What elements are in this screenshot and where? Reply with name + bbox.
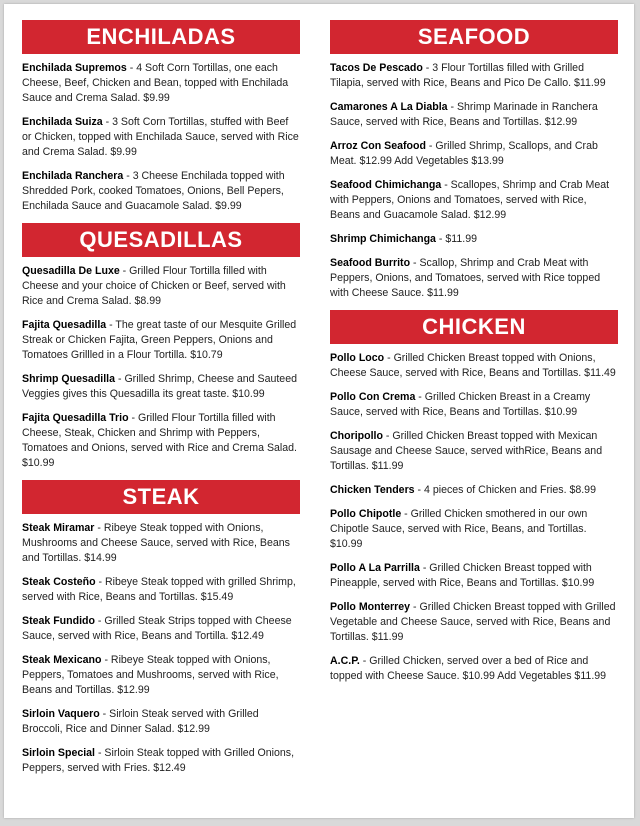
menu-item <box>330 654 618 684</box>
item-name: Chicken Tenders <box>330 484 415 496</box>
item-name: Pollo Loco <box>330 352 385 364</box>
item-description: - 3 Flour Tortillas filled with Grilled Tilapia, served with Rice, Beans and Pico De Callo. $11.99 <box>330 62 606 89</box>
item-name: Fajita Quesadilla <box>22 319 107 331</box>
item-name: Pollo A La Parrilla <box>330 562 420 574</box>
item-description: - Shrimp Marinade in Ranchera Sauce, served with Rice, Beans and Tortillas. $12.99 <box>330 101 598 128</box>
item-name: Shrimp Quesadilla <box>22 373 116 385</box>
item-description: - Grilled Chicken Breast topped with Pineapple, served with Rice, Beans and Tortillas. $10.99 <box>330 562 595 589</box>
menu-item <box>22 169 300 214</box>
item-name: Seafood Burrito <box>330 257 411 269</box>
menu-item <box>22 707 300 737</box>
item-description: - Grilled Chicken Breast topped with Mexican Sausage and Cheese Sauce, served withRice, Beans and Tortillas. $11.99 <box>330 430 603 472</box>
item-description: - Grilled Shrimp, Scallops, and Crab Meat. $12.99 Add Vegetables $13.99 <box>330 140 598 167</box>
menu-page <box>4 4 634 818</box>
item-name: Pollo Con Crema <box>330 391 416 403</box>
section-header-enchiladas: ENCHILADAS <box>22 20 300 54</box>
section-header-quesadillas: QUESADILLAS <box>22 223 300 257</box>
item-description: - Ribeye Steak topped with grilled Shrimp, served with Rice, Beans and Tortillas. $15.49 <box>22 576 296 603</box>
menu-item <box>22 614 300 644</box>
menu-item <box>22 115 300 160</box>
item-description: - 4 Soft Corn Tortillas, one each Cheese, Beef, Chicken and Bean, topped with Enchilada Sauce and Crema Salad. $9.99 <box>22 62 289 104</box>
menu-item <box>330 61 618 91</box>
menu-item <box>22 61 300 106</box>
item-name: Fajita Quesadilla Trio <box>22 412 129 424</box>
menu-item <box>330 390 618 420</box>
item-description: - Ribeye Steak topped with Onions, Mushrooms and Cheese Sauce, served with Rice, Beans and Tortillas. $14.99 <box>22 522 290 564</box>
item-description: - Scallopes, Shrimp and Crab Meat with Peppers, Onions and Tomatoes, served with Rice, Beans and Guacamole Salad. $12.99 <box>330 179 610 221</box>
item-name: Arroz Con Seafood <box>330 140 426 152</box>
menu-item <box>22 653 300 698</box>
item-name: Sirloin Vaquero <box>22 708 100 720</box>
item-description: - 4 pieces of Chicken and Fries. $8.99 <box>414 484 596 496</box>
item-name: Enchilada Supremos <box>22 62 127 74</box>
right-column <box>330 20 618 693</box>
item-description: - Sirloin Steak served with Grilled Broccoli, Rice and Dinner Salad. $12.99 <box>22 708 259 735</box>
item-name: Sirloin Special <box>22 747 96 759</box>
item-name: Quesadilla De Luxe <box>22 265 120 277</box>
section-header-chicken: CHICKEN <box>330 310 618 344</box>
menu-item <box>22 372 300 402</box>
item-description: - Grilled Shrimp, Cheese and Sauteed Veggies gives this Quesadilla its great taste. $10.99 <box>22 373 297 400</box>
item-name: Enchilada Suiza <box>22 116 103 128</box>
item-name: Steak Costeño <box>22 576 96 588</box>
item-name: Seafood Chimichanga <box>330 179 442 191</box>
menu-item <box>330 100 618 130</box>
section-header-seafood: SEAFOOD <box>330 20 618 54</box>
item-description: - Grilled Chicken Breast topped with Grilled Vegetable and Cheese Sauce, served with Rice, Beans and Tortillas. $11.99 <box>330 601 616 643</box>
item-name: Choripollo <box>330 430 383 442</box>
menu-item <box>330 600 618 645</box>
item-description: - 3 Cheese Enchilada topped with Shredded Pork, cooked Tomatoes, Onions, Bell Pepers, Enchilada Sauce and Guacamole Salad. $9.99 <box>22 170 285 212</box>
menu-item <box>330 483 618 498</box>
item-name: Steak Miramar <box>22 522 95 534</box>
item-name: Pollo Monterrey <box>330 601 411 613</box>
menu-item <box>330 178 618 223</box>
item-name: A.C.P. <box>330 655 360 667</box>
item-description: - Ribeye Steak topped with Onions, Peppers, Tomatoes and Mushrooms, served with Rice, Beans and Tortillas. $12.99 <box>22 654 279 696</box>
left-column <box>22 20 300 785</box>
item-name: Pollo Chipotle <box>330 508 402 520</box>
menu-item <box>330 232 618 247</box>
item-description: - 3 Soft Corn Tortillas, stuffed with Beef or Chicken, topped with Enchilada Sauce, served with Rice and Crema Salad. $9.99 <box>22 116 299 158</box>
menu-item <box>330 351 618 381</box>
item-description: - Grilled Chicken smothered in our own Chipotle Sauce, served with Rice, Beans, and Tortillas. $10.99 <box>330 508 588 550</box>
item-description: - Grilled Steak Strips topped with Cheese Sauce, served with Rice, Beans and Tortilla. $12.49 <box>22 615 292 642</box>
menu-item <box>330 429 618 474</box>
menu-item <box>22 575 300 605</box>
item-name: Shrimp Chimichanga <box>330 233 436 245</box>
menu-item <box>330 139 618 169</box>
menu-item <box>22 318 300 363</box>
item-description: - Scallop, Shrimp and Crab Meat with Peppers, Onions, and Tomatoes, served with Rice topped with Cheese Sauce. $11.99 <box>330 257 601 299</box>
item-description: - Grilled Flour Tortilla filled with Cheese, Steak, Chicken and Shrimp with Peppers, Tomatoes and Onions, served with Rice and Crema Salad. $10.99 <box>22 412 297 469</box>
item-description: - Grilled Flour Tortilla filled with Cheese and your choice of Chicken or Beef, served with Rice and Crema Salad. $8.99 <box>22 265 286 307</box>
menu-item <box>22 411 300 471</box>
item-name: Steak Mexicano <box>22 654 102 666</box>
item-name: Steak Fundido <box>22 615 95 627</box>
menu-item <box>22 746 300 776</box>
item-description: - Grilled Chicken Breast topped with Onions, Cheese Sauce, served with Rice, Beans and Tortillas. $11.49 <box>330 352 616 379</box>
item-description: - Grilled Chicken, served over a bed of Rice and topped with Cheese Sauce. $10.99 Add Vegetables $11.99 <box>330 655 607 682</box>
item-description: - $11.99 <box>435 233 477 245</box>
item-description: - Sirloin Steak topped with Grilled Onions, Peppers, served with Fries. $12.49 <box>22 747 295 774</box>
item-name: Camarones A La Diabla <box>330 101 448 113</box>
item-name: Enchilada Ranchera <box>22 170 124 182</box>
item-name: Tacos De Pescado <box>330 62 423 74</box>
item-description: - Grilled Chicken Breast in a Creamy Sauce, served with Rice, Beans and Tortillas. $10.99 <box>330 391 591 418</box>
section-header-steak: STEAK <box>22 480 300 514</box>
item-description: - The great taste of our Mesquite Grilled Streak or Chicken Fajita, Green Peppers, Onions and Tomatoes Grillled in a Flour Tortilla. $10.79 <box>22 319 297 361</box>
menu-item <box>22 264 300 309</box>
menu-item <box>330 507 618 552</box>
menu-item <box>330 256 618 301</box>
menu-item <box>330 561 618 591</box>
menu-item <box>22 521 300 566</box>
